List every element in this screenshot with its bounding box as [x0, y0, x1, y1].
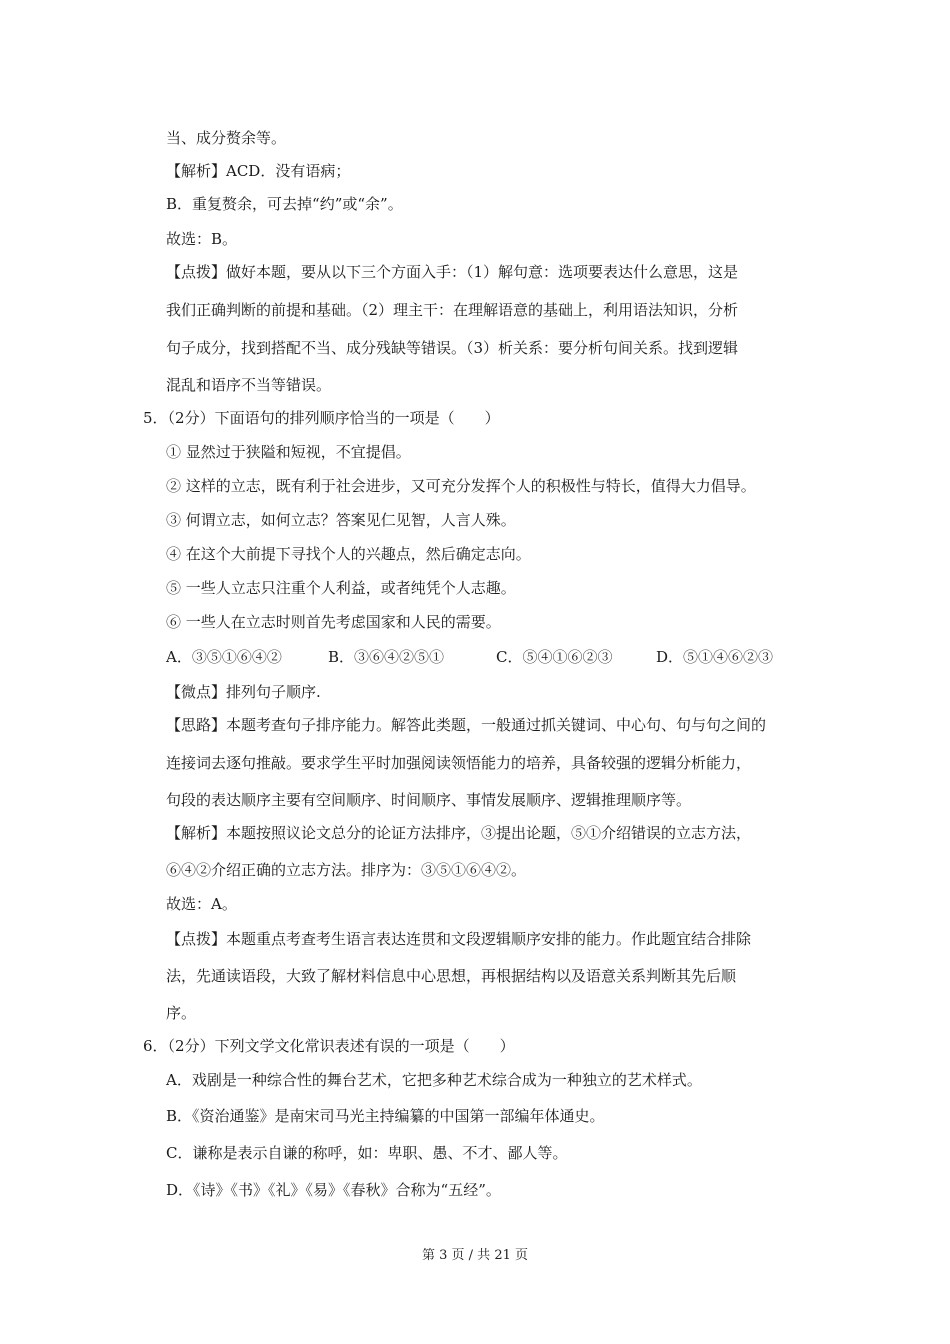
text-line: 连接词去逐句推敲。要求学生平时加强阅读领悟能力的培养，具备较强的逻辑分析能力， [166, 754, 752, 772]
option-a: A．戏剧是一种综合性的舞台艺术，它把多种艺术综合成为一种独立的艺术样式。 [166, 1071, 702, 1089]
page-footer: 第 3 页 / 共 21 页 [422, 1248, 528, 1263]
question-6-stem: 6．（2分）下列文学文化常识表述有误的一项是（ ） [143, 1037, 515, 1055]
text-line: 序。 [166, 1004, 197, 1022]
text-line: B．重复赘余，可去掉“约”或“余”。 [166, 195, 403, 213]
text-line: 我们正确判断的前提和基础。（2）理主干：在理解语意的基础上，利用语法知识，分析 [166, 301, 739, 319]
text-line: 【点拨】做好本题，要从以下三个方面入手：（1）解句意：选项要表达什么意思，这是 [166, 263, 739, 281]
sentence-6: ⑥ 一些人在立志时则首先考虑国家和人民的需要。 [166, 613, 501, 631]
text-line: 【思路】本题考查句子排序能力。解答此类题，一般通过抓关键词、中心句、句与句之间的 [166, 716, 767, 734]
option-b: B．《资治通鉴》是南宋司马光主持编纂的中国第一部编年体通史。 [166, 1107, 605, 1125]
text-line: 当、成分赘余等。 [166, 129, 287, 147]
text-line: ⑥④②介绍正确的立志方法。排序为：③⑤①⑥④②。 [166, 861, 527, 879]
option-c: C．谦称是表示自谦的称呼，如：卑职、愚、不才、鄙人等。 [166, 1144, 568, 1162]
text-line: 【解析】ACD．没有语病； [166, 162, 351, 180]
sentence-2: ② 这样的立志，既有利于社会进步，又可充分发挥个人的积极性与特长，值得大力倡导。 [166, 477, 756, 495]
text-line: 故选：B。 [166, 230, 238, 248]
text-line: 句子成分，找到搭配不当、成分残缺等错误。（3）析关系：要分析句间关系。找到逻辑 [166, 339, 739, 357]
sentence-1: ① 显然过于狭隘和短视，不宜提倡。 [166, 443, 411, 461]
sentence-5: ⑤ 一些人立志只注重个人利益，或者纯凭个人志趣。 [166, 579, 516, 597]
option-b: B．③⑥④②⑤① [328, 648, 445, 666]
option-d: D．《诗》《书》《礼》《易》《春秋》合称为“五经”。 [166, 1181, 501, 1199]
text-line: 法，先通读语段，大致了解材料信息中心思想，再根据结构以及语意关系判断其先后顺 [166, 967, 737, 985]
text-line: 【解析】本题按照议论文总分的论证方法排序，③提出论题，⑤①介绍错误的立志方法， [166, 824, 752, 842]
text-line: 【微点】排列句子顺序. [166, 683, 321, 701]
text-line: 混乱和语序不当等错误。 [166, 376, 332, 394]
question-5-options [166, 647, 773, 667]
sentence-4: ④ 在这个大前提下寻找个人的兴趣点，然后确定志向。 [166, 545, 531, 563]
option-a: A．③⑤①⑥④② [166, 648, 282, 666]
text-line: 【点拨】本题重点考查考生语言表达连贯和文段逻辑顺序安排的能力。作此题宜结合排除 [166, 930, 752, 948]
option-c: C．⑤④①⑥②③ [496, 648, 613, 666]
option-d: D．⑤①④⑥②③ [656, 648, 774, 666]
text-line: 故选：A。 [166, 895, 237, 913]
question-5-stem: 5．（2分）下面语句的排列顺序恰当的一项是（ ） [143, 409, 500, 427]
text-line: 句段的表达顺序主要有空间顺序、时间顺序、事情发展顺序、逻辑推理顺序等。 [166, 791, 692, 809]
sentence-3: ③ 何谓立志，如何立志？答案见仁见智，人言人殊。 [166, 511, 516, 529]
